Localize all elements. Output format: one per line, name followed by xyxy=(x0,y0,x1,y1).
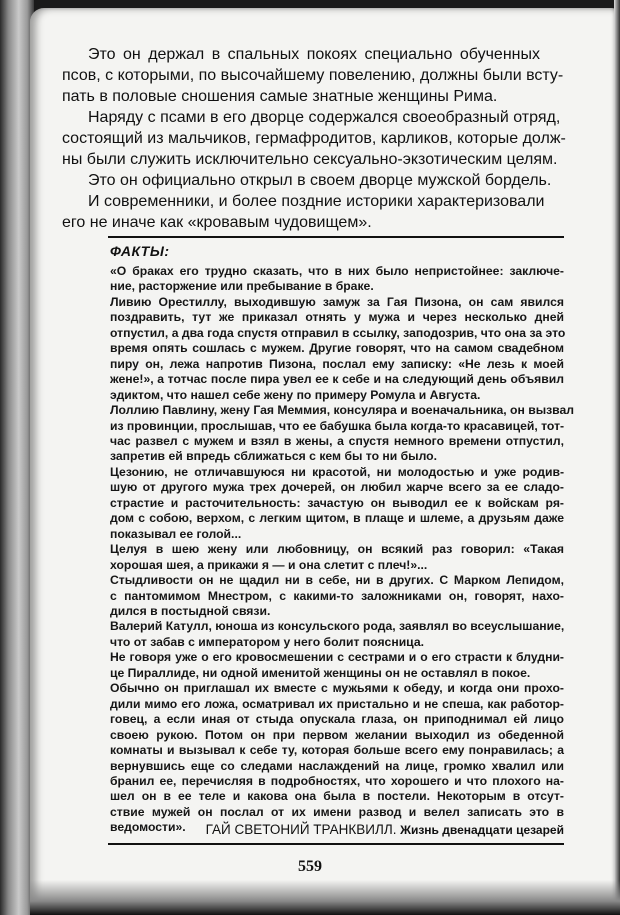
intro-line: его не иначе как «кровавым чудовищем». xyxy=(62,214,372,231)
facts-line: дили мимо его ложа, осматривал их пристально и не спеша, как работор- xyxy=(110,696,564,711)
facts-line: комнаты и вызывал к себе ту, которая больше всего ему понравилась; а xyxy=(110,743,564,758)
facts-line: Не говоря уже о его кровосмешении с сестрами и о его страсти к блудни- xyxy=(110,650,564,665)
attribution-work-title: Жизнь двенадцати цезарей xyxy=(400,823,564,837)
facts-line: бранил ее, перечисляя в подробностях, что хорошего и что плохого на- xyxy=(110,773,564,788)
facts-line: дился в постыдной связи. xyxy=(110,603,271,618)
facts-line: хорошая шея, а прикажи я — и она слетит с плеч!»... xyxy=(110,557,428,572)
page-number: 559 xyxy=(298,858,322,875)
facts-line: це Пираллиде, ни одной именитой женщины он не оставлял в покое. xyxy=(110,665,531,680)
facts-line: Ливию Орестиллу, выходившую замуж за Гая Пизона, он сам явился xyxy=(110,294,564,309)
facts-top-rule xyxy=(108,236,564,238)
attribution-author: ГАЙ СВЕТОНИЙ ТРАНКВИЛЛ. xyxy=(205,822,397,837)
facts-line: час развел с мужем и взял в жены, а спустя немного времени отпустил, xyxy=(110,433,564,448)
facts-line: жене!», а тотчас после пира увел ее к себе и на следующий день объявил xyxy=(110,372,564,387)
facts-line: запретив ей впредь сближаться с кем бы то ни было. xyxy=(110,449,437,464)
facts-line: поздравить, тут же приказал отнять у мужа и через несколько дней xyxy=(110,310,564,325)
intro-line: состоящий из мальчиков, гермафродитов, карликов, которые долж- xyxy=(62,130,566,147)
facts-line: что от забав с императором у него болит поясница. xyxy=(110,634,424,649)
facts-line: дом с собою, верхом, с легким щитом, в плаще и шлеме, а друзьям даже xyxy=(110,511,564,526)
facts-line: ние, расторжение или пребывание в браке. xyxy=(110,279,374,294)
facts-line: своею рукою. Потом он при первом желании выходил из обеденной xyxy=(110,727,564,742)
facts-line: Стыдливости он не щадил ни в себе, ни в других. С Марком Лепидом, xyxy=(110,573,564,588)
facts-line: Лоллию Павлину, жену Гая Меммия, консуляра и военачальника, он вызвал xyxy=(110,403,575,418)
facts-line: ведомости». xyxy=(110,820,186,835)
facts-line: пиру он, лежа напротив Пизона, послал ему записку: «Не лезь к моей xyxy=(110,356,564,371)
facts-line: эдиктом, что нашел себе жену по примеру Ромула и Августа. xyxy=(110,387,481,402)
facts-line: шел он в ее теле и какова она была в постели. Некоторым в отсут- xyxy=(110,789,564,804)
page-bottom-shadow xyxy=(30,880,620,915)
facts-line: время опять сошлась с мужем. Другие говорят, что на самом свадебном xyxy=(110,341,564,356)
facts-line: из провинции, прослышав, что ее бабушка была когда-то красавицей, тот- xyxy=(110,418,565,433)
facts-heading: ФАКТЫ: xyxy=(110,243,170,259)
quote-attribution xyxy=(110,822,564,837)
facts-line: Целуя в шею жену или любовницу, он всякий раз говорил: «Такая xyxy=(110,542,564,557)
intro-line: псов, с которыми, по высочайшему повелению, должны были всту- xyxy=(62,67,564,84)
body-text xyxy=(62,44,566,233)
facts-line: Цезонию, не отличавшуюся ни красотой, ни молодостью и уже родив- xyxy=(110,464,564,479)
facts-line: Обычно он приглашал их вместе с мужьями к обеду, и когда они прохо- xyxy=(110,681,564,696)
facts-line: ствие мужей он послал от их имени развод и велел записать это в xyxy=(110,804,564,819)
facts-line: страстие и расточительность: зачастую он выводил ее к войскам ря- xyxy=(110,495,564,510)
facts-line: отпустил, а два года спустя отправил в ссылку, заподозрив, что она за это xyxy=(110,325,566,340)
facts-line: Валерий Катулл, юноша из консульского рода, заявлял во всеуслышание, xyxy=(110,619,565,634)
page-edge-shadow xyxy=(614,0,620,915)
intro-line: ны были служить исключительно сексуально-экзотическим целям. xyxy=(62,151,558,168)
facts-line: вернувшись еще со следами наслаждений на лице, громко хвалил или xyxy=(110,758,564,773)
facts-line: с пантомимом Мнестром, с какими-то заложниками он, говорят, нахо- xyxy=(110,588,564,603)
intro-line: пать в половые сношения самые знатные женщины Рима. xyxy=(62,88,498,105)
intro-line: И современники, и более поздние историки характеризовали xyxy=(88,193,545,210)
facts-line: шую от другого мужа трех дочерей, он любил жарче всего за ее сладо- xyxy=(110,480,564,495)
facts-quote xyxy=(110,264,575,836)
intro-line: Наряду с псами в его дворце содержался своеобразный отряд, xyxy=(88,109,561,126)
book-spine-shadow xyxy=(0,0,34,915)
intro-line: Это он официально открыл в своем дворце мужской бордель. xyxy=(88,172,552,189)
facts-line: говец, а если иная от стыда опускала глаза, он приподнимал ей лицо xyxy=(110,712,564,727)
facts-line: «О браках его трудно сказать, что в них было непристойнее: заключе- xyxy=(110,264,564,278)
facts-line: показывал ее голой... xyxy=(110,526,242,541)
intro-line: Это он держал в спальных покоях специально обученных xyxy=(88,46,540,63)
facts-bottom-rule xyxy=(108,843,564,845)
